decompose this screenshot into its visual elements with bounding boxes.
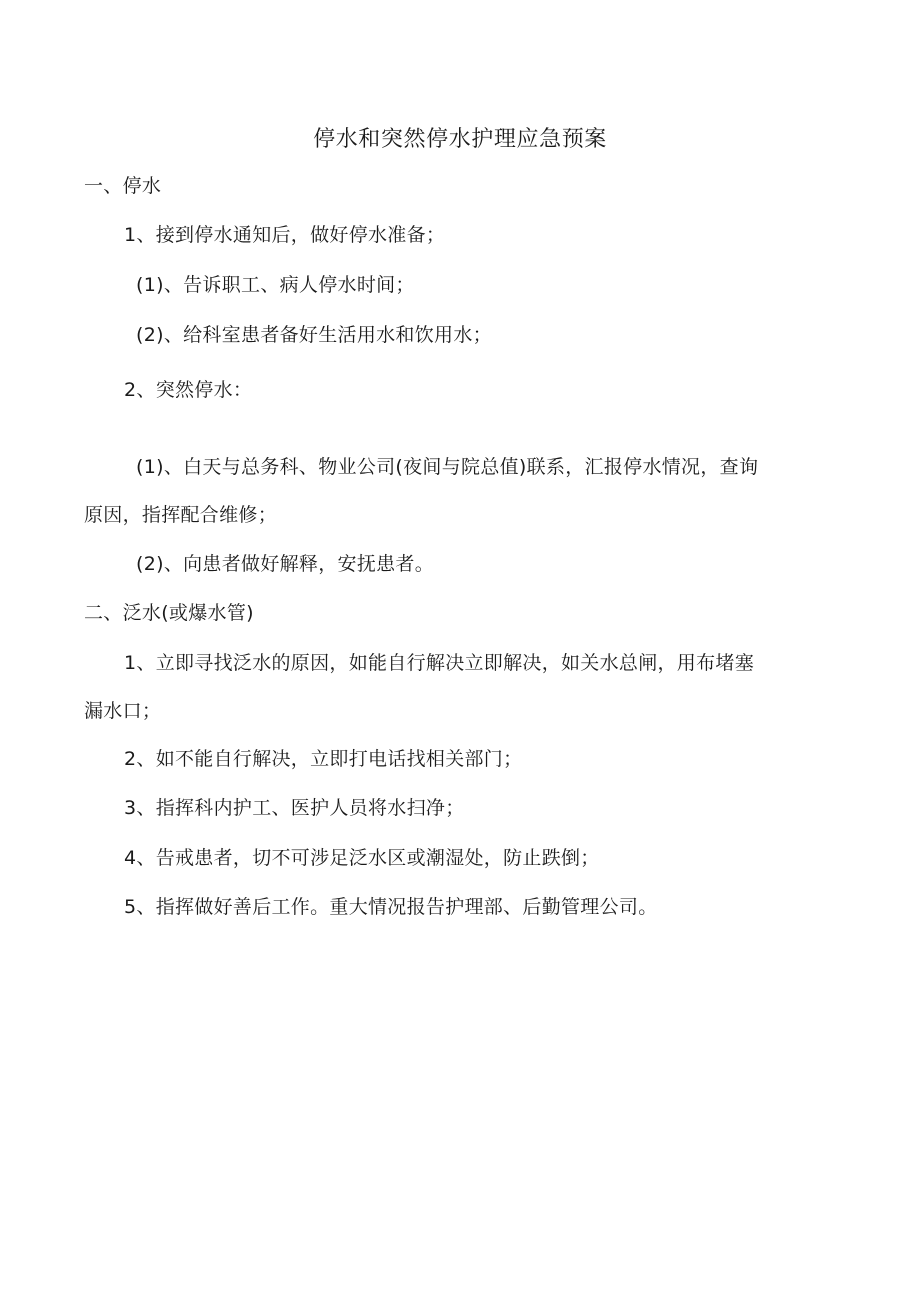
section-2-item-5: 5、指挥做好善后工作。重大情况报告护理部、后勤管理公司。	[124, 896, 658, 918]
section-1-item-2-sub-1: (1)、白天与总务科、物业公司(夜间与院总值)联系，汇报停水情况，查询	[136, 456, 759, 478]
section-1-item-2-sub-2: (2)、向患者做好解释，安抚患者。	[136, 553, 435, 575]
section-2-item-4: 4、告戒患者，切不可涉足泛水区或潮湿处，防止跌倒；	[124, 847, 600, 869]
section-2-item-3: 3、指挥科内护工、医护人员将水扫净；	[124, 797, 465, 819]
section-1-item-2-sub-1-continuation: 原因，指挥配合维修；	[84, 504, 278, 526]
section-2-heading: 二、泛水(或爆水管)	[84, 602, 254, 624]
section-2-item-1: 1、立即寻找泛水的原因，如能自行解决立即解决，如关水总闸，用布堵塞	[124, 652, 754, 674]
section-1-heading: 一、停水	[84, 175, 162, 197]
section-1-item-2: 2、突然停水：	[124, 379, 253, 401]
section-2-item-2: 2、如不能自行解决，立即打电话找相关部门；	[124, 748, 523, 770]
section-2-item-1-continuation: 漏水口；	[84, 700, 162, 722]
section-1-item-1-sub-1: (1)、告诉职工、病人停水时间；	[136, 274, 415, 296]
section-1-item-1-sub-2: (2)、给科室患者备好生活用水和饮用水；	[136, 324, 492, 346]
section-1-item-1: 1、接到停水通知后，做好停水准备；	[124, 224, 446, 246]
document-title: 停水和突然停水护理应急预案	[313, 127, 607, 152]
